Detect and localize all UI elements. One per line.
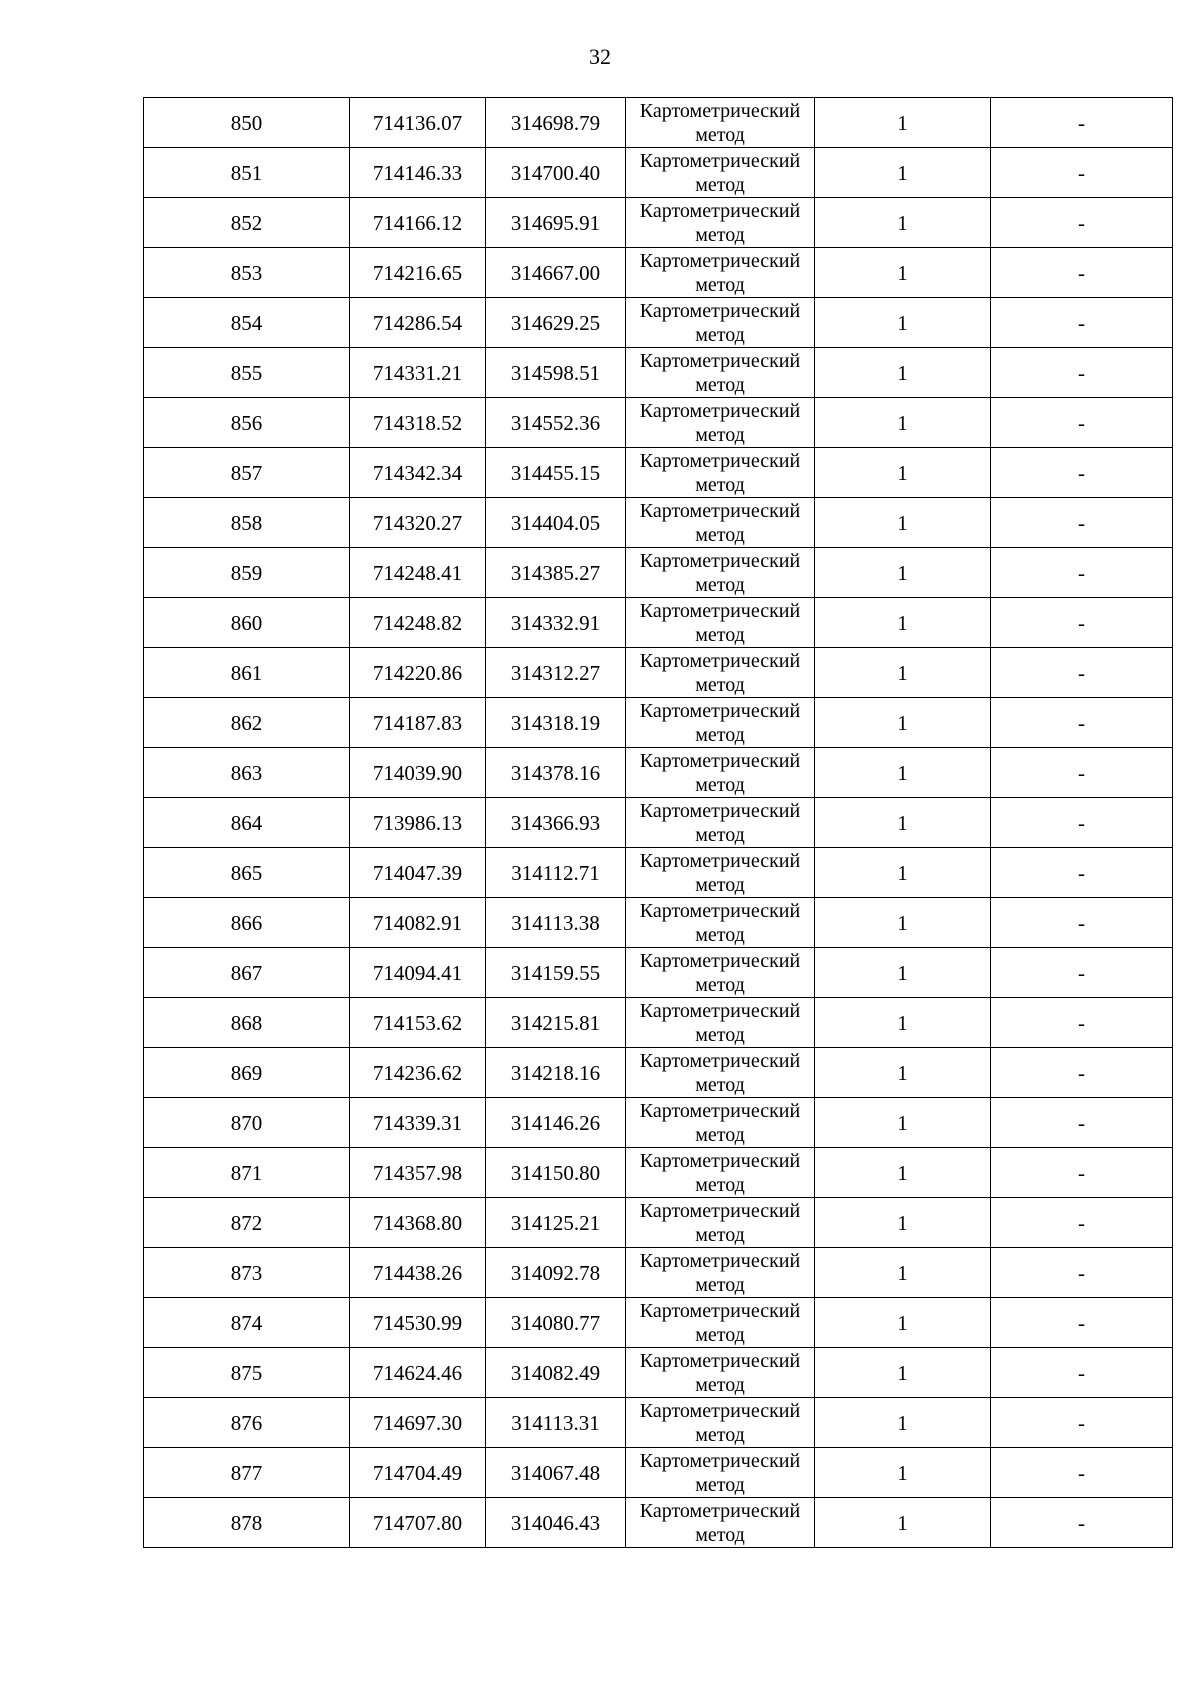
x-coordinate-cell: 714339.31 bbox=[350, 1098, 486, 1148]
note-cell: - bbox=[991, 1498, 1173, 1548]
x-coordinate-cell: 714082.91 bbox=[350, 898, 486, 948]
note-cell: - bbox=[991, 898, 1173, 948]
note-cell: - bbox=[991, 748, 1173, 798]
point-number-cell: 872 bbox=[144, 1198, 350, 1248]
accuracy-cell: 1 bbox=[815, 248, 991, 298]
note-cell: - bbox=[991, 98, 1173, 148]
accuracy-cell: 1 bbox=[815, 1398, 991, 1448]
accuracy-cell: 1 bbox=[815, 348, 991, 398]
method-cell bbox=[626, 1148, 815, 1198]
table-row bbox=[144, 1298, 1173, 1348]
method-text: Картометрический метод bbox=[639, 1500, 801, 1546]
table-row bbox=[144, 648, 1173, 698]
method-text: Картометрический метод bbox=[639, 450, 801, 496]
method-cell bbox=[626, 1398, 815, 1448]
point-number-cell: 862 bbox=[144, 698, 350, 748]
table-row bbox=[144, 1048, 1173, 1098]
method-text: Картометрический метод bbox=[639, 1250, 801, 1296]
method-text: Картометрический метод bbox=[639, 200, 801, 246]
accuracy-cell: 1 bbox=[815, 598, 991, 648]
note-cell: - bbox=[991, 1148, 1173, 1198]
y-coordinate-cell: 314455.15 bbox=[486, 448, 626, 498]
point-number-cell: 851 bbox=[144, 148, 350, 198]
x-coordinate-cell: 714438.26 bbox=[350, 1248, 486, 1298]
x-coordinate-cell: 714047.39 bbox=[350, 848, 486, 898]
point-number-cell: 863 bbox=[144, 748, 350, 798]
x-coordinate-cell: 714704.49 bbox=[350, 1448, 486, 1498]
note-cell: - bbox=[991, 348, 1173, 398]
point-number-cell: 873 bbox=[144, 1248, 350, 1298]
x-coordinate-cell: 714286.54 bbox=[350, 298, 486, 348]
accuracy-cell: 1 bbox=[815, 798, 991, 848]
point-number-cell: 861 bbox=[144, 648, 350, 698]
table-row bbox=[144, 1348, 1173, 1398]
x-coordinate-cell: 714248.82 bbox=[350, 598, 486, 648]
note-cell: - bbox=[991, 698, 1173, 748]
method-text: Картометрический метод bbox=[639, 850, 801, 896]
x-coordinate-cell: 714357.98 bbox=[350, 1148, 486, 1198]
method-cell bbox=[626, 998, 815, 1048]
method-text: Картометрический метод bbox=[639, 600, 801, 646]
method-text: Картометрический метод bbox=[639, 700, 801, 746]
x-coordinate-cell: 714320.27 bbox=[350, 498, 486, 548]
accuracy-cell: 1 bbox=[815, 998, 991, 1048]
note-cell: - bbox=[991, 598, 1173, 648]
method-cell bbox=[626, 1498, 815, 1548]
accuracy-cell: 1 bbox=[815, 148, 991, 198]
y-coordinate-cell: 314598.51 bbox=[486, 348, 626, 398]
note-cell: - bbox=[991, 798, 1173, 848]
method-cell bbox=[626, 598, 815, 648]
point-number-cell: 874 bbox=[144, 1298, 350, 1348]
accuracy-cell: 1 bbox=[815, 298, 991, 348]
method-cell bbox=[626, 248, 815, 298]
point-number-cell: 853 bbox=[144, 248, 350, 298]
x-coordinate-cell: 714216.65 bbox=[350, 248, 486, 298]
y-coordinate-cell: 314113.38 bbox=[486, 898, 626, 948]
y-coordinate-cell: 314113.31 bbox=[486, 1398, 626, 1448]
note-cell: - bbox=[991, 298, 1173, 348]
accuracy-cell: 1 bbox=[815, 1498, 991, 1548]
method-cell bbox=[626, 1448, 815, 1498]
y-coordinate-cell: 314146.26 bbox=[486, 1098, 626, 1148]
method-cell bbox=[626, 1198, 815, 1248]
y-coordinate-cell: 314629.25 bbox=[486, 298, 626, 348]
note-cell: - bbox=[991, 1298, 1173, 1348]
x-coordinate-cell: 714094.41 bbox=[350, 948, 486, 998]
point-number-cell: 871 bbox=[144, 1148, 350, 1198]
method-text: Картометрический метод bbox=[639, 250, 801, 296]
table-row bbox=[144, 1198, 1173, 1248]
point-number-cell: 864 bbox=[144, 798, 350, 848]
table-row bbox=[144, 798, 1173, 848]
accuracy-cell: 1 bbox=[815, 1348, 991, 1398]
method-text: Картометрический метод bbox=[639, 350, 801, 396]
accuracy-cell: 1 bbox=[815, 1298, 991, 1348]
method-cell bbox=[626, 298, 815, 348]
y-coordinate-cell: 314067.48 bbox=[486, 1448, 626, 1498]
accuracy-cell: 1 bbox=[815, 748, 991, 798]
method-text: Картометрический метод bbox=[639, 1450, 801, 1496]
table-row bbox=[144, 448, 1173, 498]
point-number-cell: 855 bbox=[144, 348, 350, 398]
note-cell: - bbox=[991, 1398, 1173, 1448]
point-number-cell: 868 bbox=[144, 998, 350, 1048]
table-row bbox=[144, 1248, 1173, 1298]
y-coordinate-cell: 314215.81 bbox=[486, 998, 626, 1048]
point-number-cell: 856 bbox=[144, 398, 350, 448]
method-cell bbox=[626, 748, 815, 798]
table-body bbox=[144, 98, 1173, 1548]
x-coordinate-cell: 714697.30 bbox=[350, 1398, 486, 1448]
y-coordinate-cell: 314080.77 bbox=[486, 1298, 626, 1348]
note-cell: - bbox=[991, 198, 1173, 248]
x-coordinate-cell: 714342.34 bbox=[350, 448, 486, 498]
method-text: Картометрический метод bbox=[639, 1350, 801, 1396]
accuracy-cell: 1 bbox=[815, 498, 991, 548]
point-number-cell: 867 bbox=[144, 948, 350, 998]
x-coordinate-cell: 714318.52 bbox=[350, 398, 486, 448]
table-row bbox=[144, 1098, 1173, 1148]
table-row bbox=[144, 98, 1173, 148]
note-cell: - bbox=[991, 1448, 1173, 1498]
x-coordinate-cell: 714136.07 bbox=[350, 98, 486, 148]
y-coordinate-cell: 314312.27 bbox=[486, 648, 626, 698]
point-number-cell: 878 bbox=[144, 1498, 350, 1548]
method-cell bbox=[626, 148, 815, 198]
x-coordinate-cell: 714624.46 bbox=[350, 1348, 486, 1398]
point-number-cell: 865 bbox=[144, 848, 350, 898]
y-coordinate-cell: 314082.49 bbox=[486, 1348, 626, 1398]
method-text: Картометрический метод bbox=[639, 1150, 801, 1196]
note-cell: - bbox=[991, 498, 1173, 548]
method-text: Картометрический метод bbox=[639, 1050, 801, 1096]
method-cell bbox=[626, 1048, 815, 1098]
point-number-cell: 876 bbox=[144, 1398, 350, 1448]
note-cell: - bbox=[991, 248, 1173, 298]
note-cell: - bbox=[991, 1098, 1173, 1148]
point-number-cell: 857 bbox=[144, 448, 350, 498]
table-row bbox=[144, 148, 1173, 198]
method-text: Картометрический метод bbox=[639, 650, 801, 696]
method-cell bbox=[626, 398, 815, 448]
y-coordinate-cell: 314318.19 bbox=[486, 698, 626, 748]
accuracy-cell: 1 bbox=[815, 948, 991, 998]
method-cell bbox=[626, 198, 815, 248]
method-cell bbox=[626, 498, 815, 548]
coordinates-table bbox=[143, 97, 1173, 1548]
accuracy-cell: 1 bbox=[815, 898, 991, 948]
method-cell bbox=[626, 1248, 815, 1298]
table-row bbox=[144, 998, 1173, 1048]
point-number-cell: 854 bbox=[144, 298, 350, 348]
y-coordinate-cell: 314700.40 bbox=[486, 148, 626, 198]
table-row bbox=[144, 598, 1173, 648]
y-coordinate-cell: 314667.00 bbox=[486, 248, 626, 298]
table-row bbox=[144, 748, 1173, 798]
y-coordinate-cell: 314404.05 bbox=[486, 498, 626, 548]
accuracy-cell: 1 bbox=[815, 98, 991, 148]
y-coordinate-cell: 314046.43 bbox=[486, 1498, 626, 1548]
accuracy-cell: 1 bbox=[815, 1248, 991, 1298]
table-row bbox=[144, 198, 1173, 248]
accuracy-cell: 1 bbox=[815, 1048, 991, 1098]
method-cell bbox=[626, 1298, 815, 1348]
method-cell bbox=[626, 948, 815, 998]
note-cell: - bbox=[991, 1348, 1173, 1398]
accuracy-cell: 1 bbox=[815, 398, 991, 448]
method-text: Картометрический метод bbox=[639, 400, 801, 446]
method-cell bbox=[626, 698, 815, 748]
point-number-cell: 850 bbox=[144, 98, 350, 148]
method-text: Картометрический метод bbox=[639, 1100, 801, 1146]
method-cell bbox=[626, 648, 815, 698]
x-coordinate-cell: 714220.86 bbox=[350, 648, 486, 698]
table-row bbox=[144, 248, 1173, 298]
accuracy-cell: 1 bbox=[815, 448, 991, 498]
x-coordinate-cell: 714236.62 bbox=[350, 1048, 486, 1098]
y-coordinate-cell: 314218.16 bbox=[486, 1048, 626, 1098]
x-coordinate-cell: 714146.33 bbox=[350, 148, 486, 198]
x-coordinate-cell: 714187.83 bbox=[350, 698, 486, 748]
table-row bbox=[144, 1448, 1173, 1498]
accuracy-cell: 1 bbox=[815, 648, 991, 698]
note-cell: - bbox=[991, 148, 1173, 198]
method-text: Картометрический метод bbox=[639, 500, 801, 546]
point-number-cell: 875 bbox=[144, 1348, 350, 1398]
table-row bbox=[144, 848, 1173, 898]
table-row bbox=[144, 348, 1173, 398]
method-text: Картометрический метод bbox=[639, 750, 801, 796]
table-row bbox=[144, 1148, 1173, 1198]
y-coordinate-cell: 314378.16 bbox=[486, 748, 626, 798]
accuracy-cell: 1 bbox=[815, 548, 991, 598]
note-cell: - bbox=[991, 1048, 1173, 1098]
y-coordinate-cell: 314698.79 bbox=[486, 98, 626, 148]
x-coordinate-cell: 714248.41 bbox=[350, 548, 486, 598]
table-row bbox=[144, 298, 1173, 348]
point-number-cell: 860 bbox=[144, 598, 350, 648]
method-cell bbox=[626, 548, 815, 598]
method-cell bbox=[626, 848, 815, 898]
method-text: Картометрический метод bbox=[639, 1400, 801, 1446]
y-coordinate-cell: 314092.78 bbox=[486, 1248, 626, 1298]
x-coordinate-cell: 714707.80 bbox=[350, 1498, 486, 1548]
method-text: Картометрический метод bbox=[639, 550, 801, 596]
method-text: Картометрический метод bbox=[639, 300, 801, 346]
point-number-cell: 869 bbox=[144, 1048, 350, 1098]
method-cell bbox=[626, 448, 815, 498]
note-cell: - bbox=[991, 448, 1173, 498]
method-cell bbox=[626, 348, 815, 398]
method-cell bbox=[626, 98, 815, 148]
table-row bbox=[144, 948, 1173, 998]
method-cell bbox=[626, 898, 815, 948]
y-coordinate-cell: 314112.71 bbox=[486, 848, 626, 898]
point-number-cell: 858 bbox=[144, 498, 350, 548]
method-text: Картометрический метод bbox=[639, 100, 801, 146]
accuracy-cell: 1 bbox=[815, 1448, 991, 1498]
point-number-cell: 852 bbox=[144, 198, 350, 248]
method-text: Картометрический метод bbox=[639, 900, 801, 946]
note-cell: - bbox=[991, 1248, 1173, 1298]
note-cell: - bbox=[991, 1198, 1173, 1248]
x-coordinate-cell: 714530.99 bbox=[350, 1298, 486, 1348]
note-cell: - bbox=[991, 998, 1173, 1048]
note-cell: - bbox=[991, 848, 1173, 898]
table-row bbox=[144, 398, 1173, 448]
method-text: Картометрический метод bbox=[639, 1000, 801, 1046]
x-coordinate-cell: 714166.12 bbox=[350, 198, 486, 248]
method-text: Картометрический метод bbox=[639, 150, 801, 196]
accuracy-cell: 1 bbox=[815, 848, 991, 898]
x-coordinate-cell: 714368.80 bbox=[350, 1198, 486, 1248]
method-cell bbox=[626, 798, 815, 848]
point-number-cell: 877 bbox=[144, 1448, 350, 1498]
note-cell: - bbox=[991, 548, 1173, 598]
accuracy-cell: 1 bbox=[815, 1098, 991, 1148]
x-coordinate-cell: 714331.21 bbox=[350, 348, 486, 398]
point-number-cell: 866 bbox=[144, 898, 350, 948]
y-coordinate-cell: 314150.80 bbox=[486, 1148, 626, 1198]
x-coordinate-cell: 714039.90 bbox=[350, 748, 486, 798]
method-cell bbox=[626, 1348, 815, 1398]
table-row bbox=[144, 548, 1173, 598]
y-coordinate-cell: 314125.21 bbox=[486, 1198, 626, 1248]
accuracy-cell: 1 bbox=[815, 698, 991, 748]
point-number-cell: 870 bbox=[144, 1098, 350, 1148]
y-coordinate-cell: 314159.55 bbox=[486, 948, 626, 998]
table-row bbox=[144, 1498, 1173, 1548]
accuracy-cell: 1 bbox=[815, 1148, 991, 1198]
y-coordinate-cell: 314385.27 bbox=[486, 548, 626, 598]
method-text: Картометрический метод bbox=[639, 950, 801, 996]
table-row bbox=[144, 1398, 1173, 1448]
method-text: Картометрический метод bbox=[639, 1300, 801, 1346]
method-text: Картометрический метод bbox=[639, 800, 801, 846]
y-coordinate-cell: 314695.91 bbox=[486, 198, 626, 248]
accuracy-cell: 1 bbox=[815, 1198, 991, 1248]
accuracy-cell: 1 bbox=[815, 198, 991, 248]
x-coordinate-cell: 714153.62 bbox=[350, 998, 486, 1048]
note-cell: - bbox=[991, 948, 1173, 998]
method-text: Картометрический метод bbox=[639, 1200, 801, 1246]
y-coordinate-cell: 314332.91 bbox=[486, 598, 626, 648]
y-coordinate-cell: 314552.36 bbox=[486, 398, 626, 448]
table-row bbox=[144, 498, 1173, 548]
note-cell: - bbox=[991, 648, 1173, 698]
point-number-cell: 859 bbox=[144, 548, 350, 598]
x-coordinate-cell: 713986.13 bbox=[350, 798, 486, 848]
method-cell bbox=[626, 1098, 815, 1148]
note-cell: - bbox=[991, 398, 1173, 448]
y-coordinate-cell: 314366.93 bbox=[486, 798, 626, 848]
table-row bbox=[144, 698, 1173, 748]
page-number: 32 bbox=[589, 44, 611, 69]
table-row bbox=[144, 898, 1173, 948]
